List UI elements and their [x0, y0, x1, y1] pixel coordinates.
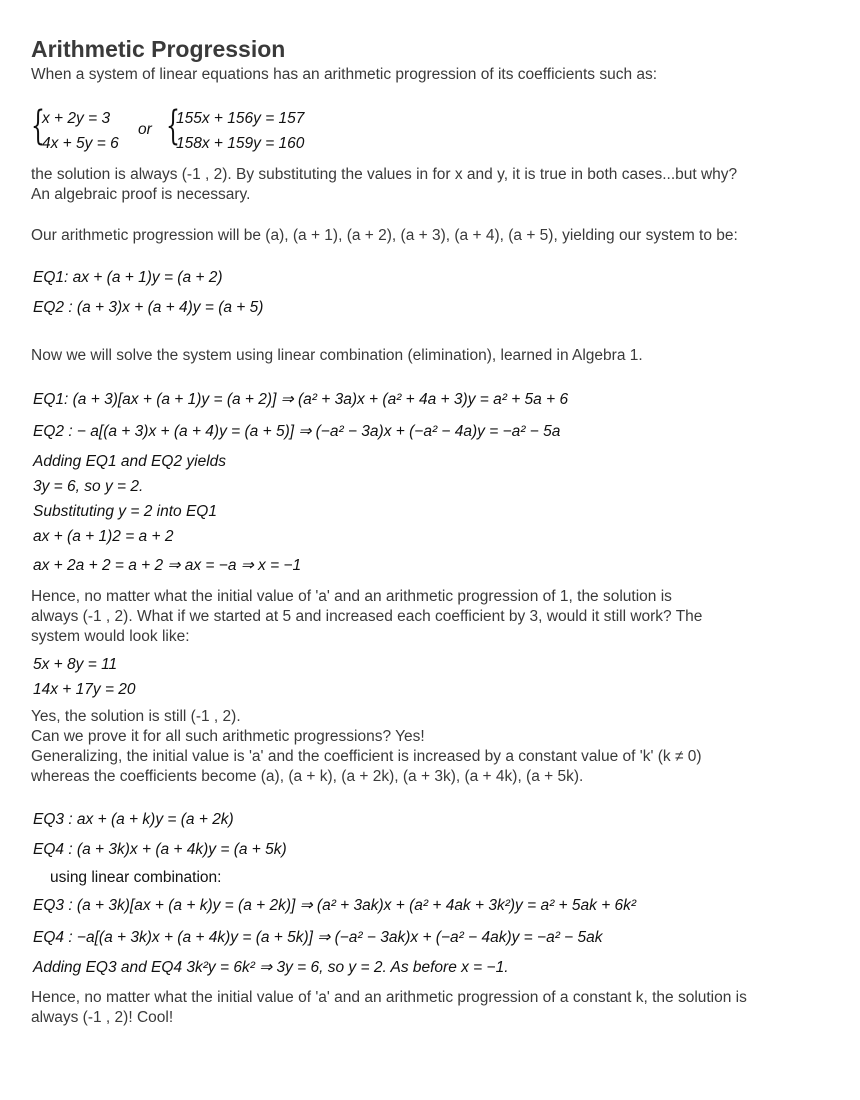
system2-eq1: 155x + 156y = 157 [176, 110, 305, 127]
substitution-step: ax + (a + 1)2 = a + 2 [33, 528, 174, 545]
para4-line2: always (-1 , 2). What if we started at 5 and increased each coefficient by 3, would it still work? The [31, 608, 703, 625]
para1-line1: the solution is always (-1 , 2). By substituting the values in for x and y, it is true in both cases...but why? [31, 166, 738, 183]
para5-line2: Can we prove it for all such arithmetic progressions? Yes! [31, 728, 425, 745]
substituting-text: Substituting y = 2 into EQ1 [33, 503, 217, 520]
elim-eq3-line: EQ3 : (a + 3k)[ax + (a + k)y = (a + 2k)] ⇒ (a² + 3ak)x + (a² + 4ak + 3k²)y = a² + 5ak + 6k² [33, 897, 637, 914]
para6-line2: always (-1 , 2)! Cool! [31, 1009, 174, 1026]
eq1-equation: EQ1: ax + (a + 1)y = (a + 2) [33, 269, 223, 286]
eq2-equation: EQ2 : (a + 3)x + (a + 4)y = (a + 5) [33, 299, 264, 316]
system1-eq2: 4x + 5y = 6 [42, 135, 119, 152]
left-brace-2: { [166, 103, 180, 149]
elim-eq1-line: EQ1: (a + 3)[ax + (a + 1)y = (a + 2)] ⇒ (a² + 3a)x + (a² + 4a + 3)y = a² + 5a + 6 [33, 391, 569, 408]
para4-line1: Hence, no matter what the initial value of 'a' and an arithmetic progression of 1, the solution is [31, 588, 672, 605]
adding-eq3-eq4-line: Adding EQ3 and EQ4 3k²y = 6k² ⇒ 3y = 6, so y = 2. As before x = −1. [33, 959, 509, 976]
elim-eq2-line: EQ2 : − a[(a + 3)x + (a + 4)y = (a + 5)] ⇒ (−a² − 3a)x + (−a² − 4a)y = −a² − 5a [33, 423, 561, 440]
eq4-equation: EQ4 : (a + 3k)x + (a + 4k)y = (a + 5k) [33, 841, 287, 858]
system1-eq1: x + 2y = 3 [42, 110, 111, 127]
page-title: Arithmetic Progression [31, 36, 286, 62]
system2-eq2: 158x + 159y = 160 [176, 135, 305, 152]
para5-line4: whereas the coefficients become (a), (a + k), (a + 2k), (a + 3k), (a + 4k), (a + 5k). [31, 768, 584, 785]
x-result-step: ax + 2a + 2 = a + 2 ⇒ ax = −a ⇒ x = −1 [33, 557, 302, 574]
para1-line2: An algebraic proof is necessary. [31, 186, 251, 203]
linear-combination-label: using linear combination: [50, 869, 222, 886]
or-label: or [138, 121, 152, 138]
adding-eq1-eq2-text: Adding EQ1 and EQ2 yields [33, 453, 227, 470]
system3-eq1: 5x + 8y = 11 [33, 656, 118, 673]
left-brace-1: { [31, 103, 45, 149]
y-result: 3y = 6, so y = 2. [33, 478, 144, 495]
elim-eq4-line: EQ4 : −a[(a + 3k)x + (a + 4k)y = (a + 5k)] ⇒ (−a² − 3ak)x + (−a² − 4ak)y = −a² − 5ak [33, 929, 603, 946]
eq3-equation: EQ3 : ax + (a + k)y = (a + 2k) [33, 811, 234, 828]
para5-line3: Generalizing, the initial value is 'a' and the coefficient is increased by a constant value of 'k' (k ≠ 0) [31, 748, 702, 765]
para5-line1: Yes, the solution is still (-1 , 2). [31, 708, 241, 725]
intro-text: When a system of linear equations has an arithmetic progression of its coefficients such as: [31, 66, 658, 83]
system3-eq2: 14x + 17y = 20 [33, 681, 136, 698]
para4-line3: system would look like: [31, 628, 190, 645]
para6-line1: Hence, no matter what the initial value of 'a' and an arithmetic progression of a constant k, the solution is [31, 989, 747, 1006]
para2-text: Our arithmetic progression will be (a), (a + 1), (a + 2), (a + 3), (a + 4), (a + 5), yielding our system to be: [31, 227, 738, 244]
para3-text: Now we will solve the system using linear combination (elimination), learned in Algebra 1. [31, 347, 643, 364]
